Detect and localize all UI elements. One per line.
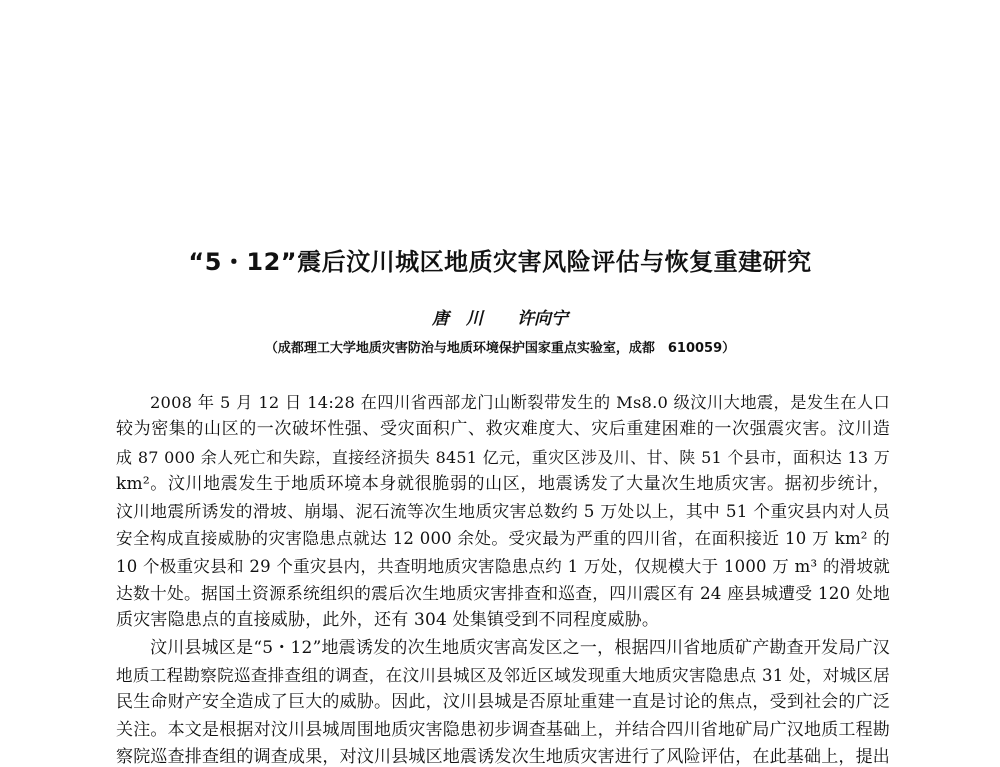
paper-title: “5・12”震后汶川城区地质灾害风险评估与恢复重建研究	[188, 248, 812, 276]
text-line: 较为密集的山区的一次破坏性强、受灾面积广、救灾难度大、灾后重建困难的一次强震灾害。汶川造	[116, 419, 890, 440]
author-list	[0, 308, 1000, 330]
body-text	[116, 389, 890, 767]
text-line: 成 87 000 余人死亡和失踪，直接经济损失 8451 亿元，重灾区涉及川、甘、陕 51 个县市，面积达 13 万	[116, 447, 890, 467]
text-line: 质灾害隐患点的直接威胁，此外，还有 304 处集镇受到不同程度威胁。	[116, 610, 660, 631]
text-line: 10 个极重灾县和 29 个重灾县内，共查明地质灾害隐患点约 1 万处，仅规模大于 1000 万 m³ 的滑坡就	[116, 556, 890, 576]
text-line: km²。汶川地震发生于地质环境本身就很脆弱的山区，地震诱发了大量次生地质灾害。据初步统计，	[116, 473, 890, 494]
text-line: 汶川县城区是“5・12”地震诱发的次生地质灾害高发区之一，根据四川省地质矿产勘查开发局广汉	[150, 637, 890, 658]
text-line: 民生命财产安全造成了巨大的威胁。因此，汶川县城是否原址重建一直是讨论的焦点，受到社会的广泛	[116, 692, 890, 713]
text-line: 察院巡查排查组的调查成果，对汶川县城区地震诱发次生地质灾害进行了风险评估，在此基础上，提出	[116, 746, 890, 767]
author-name: 唐 川	[432, 309, 484, 329]
author-affiliation: （成都理工大学地质灾害防治与地质环境保护国家重点实验室，成都 610059）	[264, 341, 736, 356]
text-line: 地质工程勘察院巡查排查组的调查，在汶川县城区及邻近区域发现重大地质灾害隐患点 31 处，对城区居	[116, 665, 890, 685]
text-line: 2008 年 5 月 12 日 14:28 在四川省西部龙门山断裂带发生的 Ms8.0 级汶川大地震，是发生在人口	[150, 393, 890, 412]
text-line: 达数十处。据国土资源系统组织的震后次生地质灾害排查和巡查，四川震区有 24 座县城遭受 120 处地	[116, 583, 890, 604]
text-line: 汶川地震所诱发的滑坡、崩塌、泥石流等次生地质灾害总数约 5 万处以上，其中 51 个重灾县内对人员	[116, 501, 890, 522]
text-line: 关注。本文是根据对汶川县城周围地质灾害隐患初步调查基础上，并结合四川省地矿局广汉地质工程勘	[116, 719, 890, 740]
author-name: 许向宁	[516, 309, 568, 329]
text-line: 安全构成直接威胁的灾害隐患点就达 12 000 余处。受灾最为严重的四川省，在面积接近 10 万 km² 的	[116, 529, 890, 549]
